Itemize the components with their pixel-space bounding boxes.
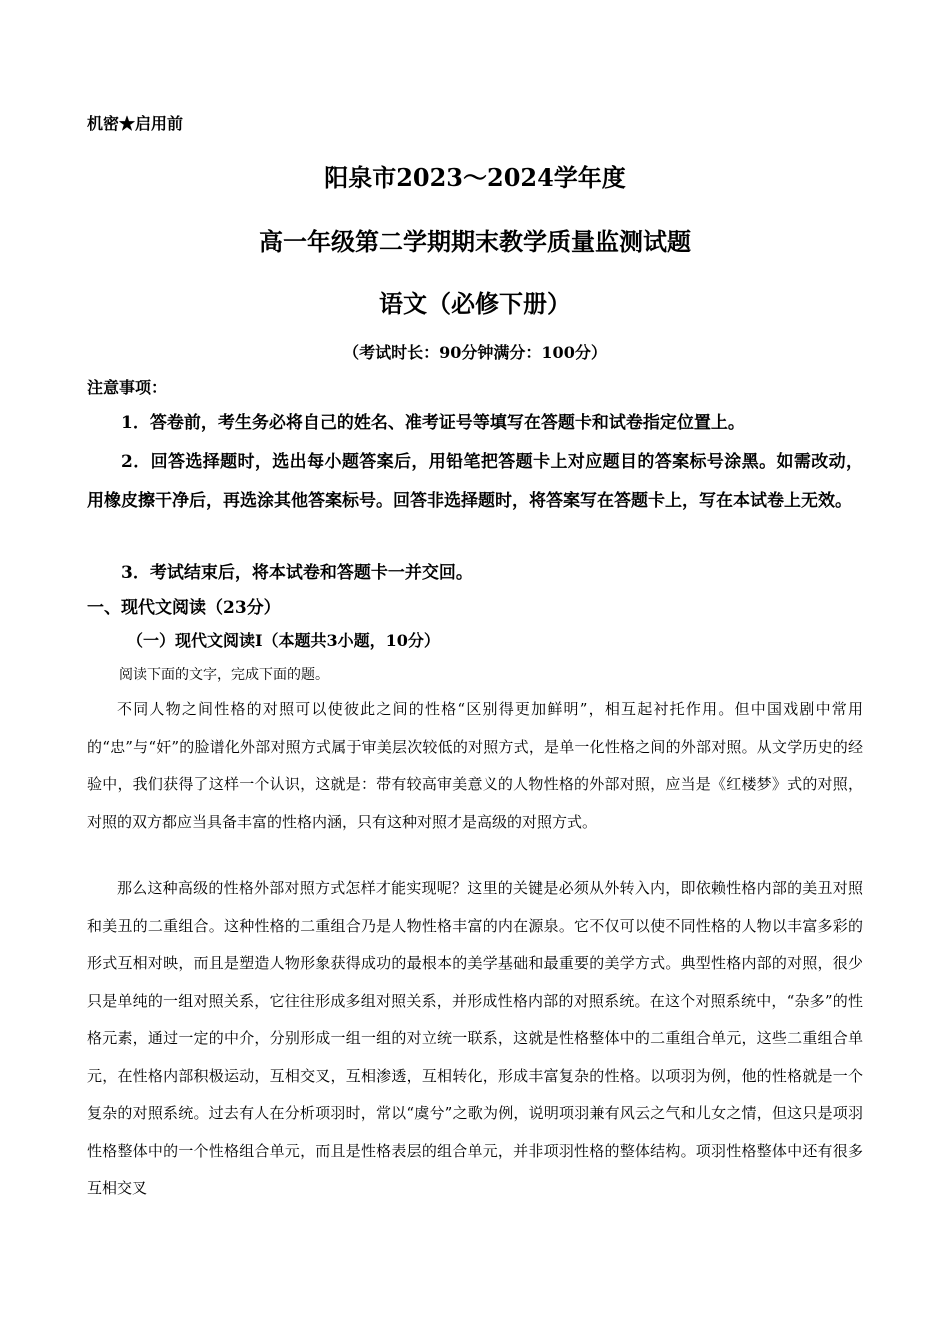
exam-title-line3: 语文（必修下册）	[379, 289, 571, 318]
notice-item-3: 3．考试结束后，将本试卷和答题卡一并交回。	[121, 563, 473, 583]
reading-paragraph-1: 不同人物之间性格的对照可以使彼此之间的性格“区别得更加鲜明”，相互起衬托作用。但中国戏剧中常用的“忠”与“奸”的脸谱化外部对照方式属于审美层次较低的对照方式，是单一化性格之间的外部对照。从文学历史的经验中，我们获得了这样一个认识，这就是：带有较高审美意义的人物性格的外部对照，应当是《红楼梦》式的对照，对照的双方都应当具备丰富的性格内涵，只有这种对照才是高级的对照方式。	[87, 700, 863, 831]
reading-paragraph-2: 那么这种高级的性格外部对照方式怎样才能实现呢？这里的关键是必须从外转入内，即依赖性格内部的美丑对照和美丑的二重组合。这种性格的二重组合乃是人物性格丰富的内在源泉。它不仅可以使不同性格的人物以丰富多彩的形式互相对映，而且是塑造人物形象获得成功的最根本的美学基础和最重要的美学方式。典型性格内部的对照，很少只是单纯的一组对照关系，它往往形成多组对照关系，并形成性格内部的对照系统。在这个对照系统中，“杂多”的性格元素，通过一定的中介，分别形成一组一组的对立统一联系，这就是性格整体中的二重组合单元，这些二重组合单元，在性格内部积极运动，互相交叉，互相渗透，互相转化，形成丰富复杂的性格。以项羽为例，他的性格就是一个复杂的对照系统。过去有人在分析项羽时，常以“虞兮”之歌为例，说明项羽兼有风云之气和儿女之情，但这只是项羽性格整体中的一个性格组合单元，而且是性格表层的组合单元，并非项羽性格的整体结构。项羽性格整体中还有很多互相交叉	[87, 879, 863, 1197]
exam-title-line2: 高一年级第二学期期末教学质量监测试题	[259, 227, 691, 256]
subsection-heading: （一）现代文阅读Ⅰ（本题共3小题，10分）	[127, 631, 440, 650]
notice-heading: 注意事项：	[87, 378, 168, 397]
confidential-label: 机密★启用前	[87, 114, 184, 133]
notice-item-2: 2．回答选择题时，选出每小题答案后，用铅笔把答题卡上对应题目的答案标号涂黑。如需改动，用橡皮擦干净后，再选涂其他答案标号。回答非选择题时，将答案写在答题卡上，写在本试卷上无效。	[87, 452, 863, 511]
section-heading: 一、现代文阅读（23分）	[87, 598, 281, 618]
reading-instruction: 阅读下面的文字，完成下面的题。	[119, 667, 329, 683]
exam-title-line1: 阳泉市2023～2024学年度	[324, 163, 626, 192]
notice-item-1: 1．答卷前，考生务必将自己的姓名、准考证号等填写在答题卡和试卷指定位置上。	[121, 413, 745, 433]
exam-duration-info: （考试时长：90分钟满分：100分）	[343, 343, 607, 362]
